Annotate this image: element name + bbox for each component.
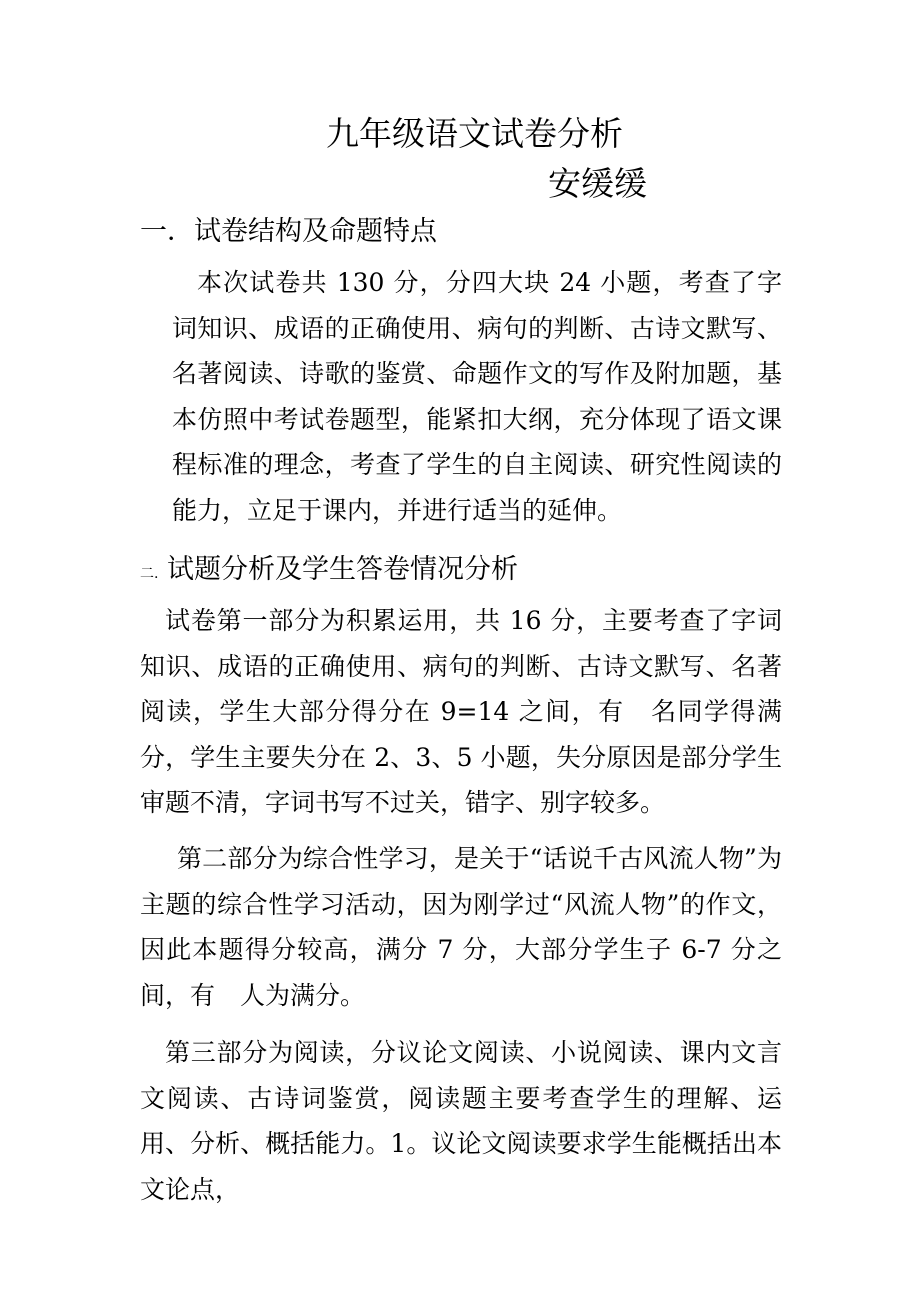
section-2-paragraph-2: 第二部分为综合性学习，是关于“话说千古风流人物”为主题的综合性学习活动，因为刚学过“风流人物”的作文，因此本题得分较高，满分 7 分，大部分学生子 6-7 分之间，有 人为满分。 (140, 844, 782, 1010)
section-1-heading: 一．试卷结构及命题特点 (140, 216, 437, 247)
section-2-paragraph-3: 第三部分为阅读，分议论文阅读、小说阅读、课内文言文阅读、古诗词鉴赏，阅读题主要考查学生的理解、运用、分析、概括能力。1。议论文阅读要求学生能概括出本文论点， (140, 1038, 782, 1204)
section-2-heading-text: 试题分析及学生答卷情况分析 (167, 554, 519, 585)
author-name: 安缓缓 (548, 164, 647, 203)
section-2-paragraph-1: 试卷第一部分为积累运用，共 16 分，主要考查了字词知识、成语的正确使用、病句的判断、古诗文默写、名著阅读，学生大部分得分在 9=14 之间，有 名同学得满分，学生主要失分在 2、3、5 小题，失分原因是部分学生审题不清，字词书写不过关，错字、别字较多。 (140, 606, 782, 818)
section-2-number: 二. (140, 566, 159, 582)
section-2-heading (140, 552, 518, 592)
section-1-paragraph: 本次试卷共 130 分，分四大块 24 小题，考查了字词知识、成语的正确使用、病句的判断、古诗文默写、名著阅读、诗歌的鉴赏、命题作文的写作及附加题，基本仿照中考试卷题型，能紧扣大纲，充分体现了语文课程标准的理念，考查了学生的自主阅读、研究性阅读的能力，立足于课内，并进行适当的延伸。 (172, 268, 782, 525)
document-title: 九年级语文试卷分析 (326, 114, 623, 153)
